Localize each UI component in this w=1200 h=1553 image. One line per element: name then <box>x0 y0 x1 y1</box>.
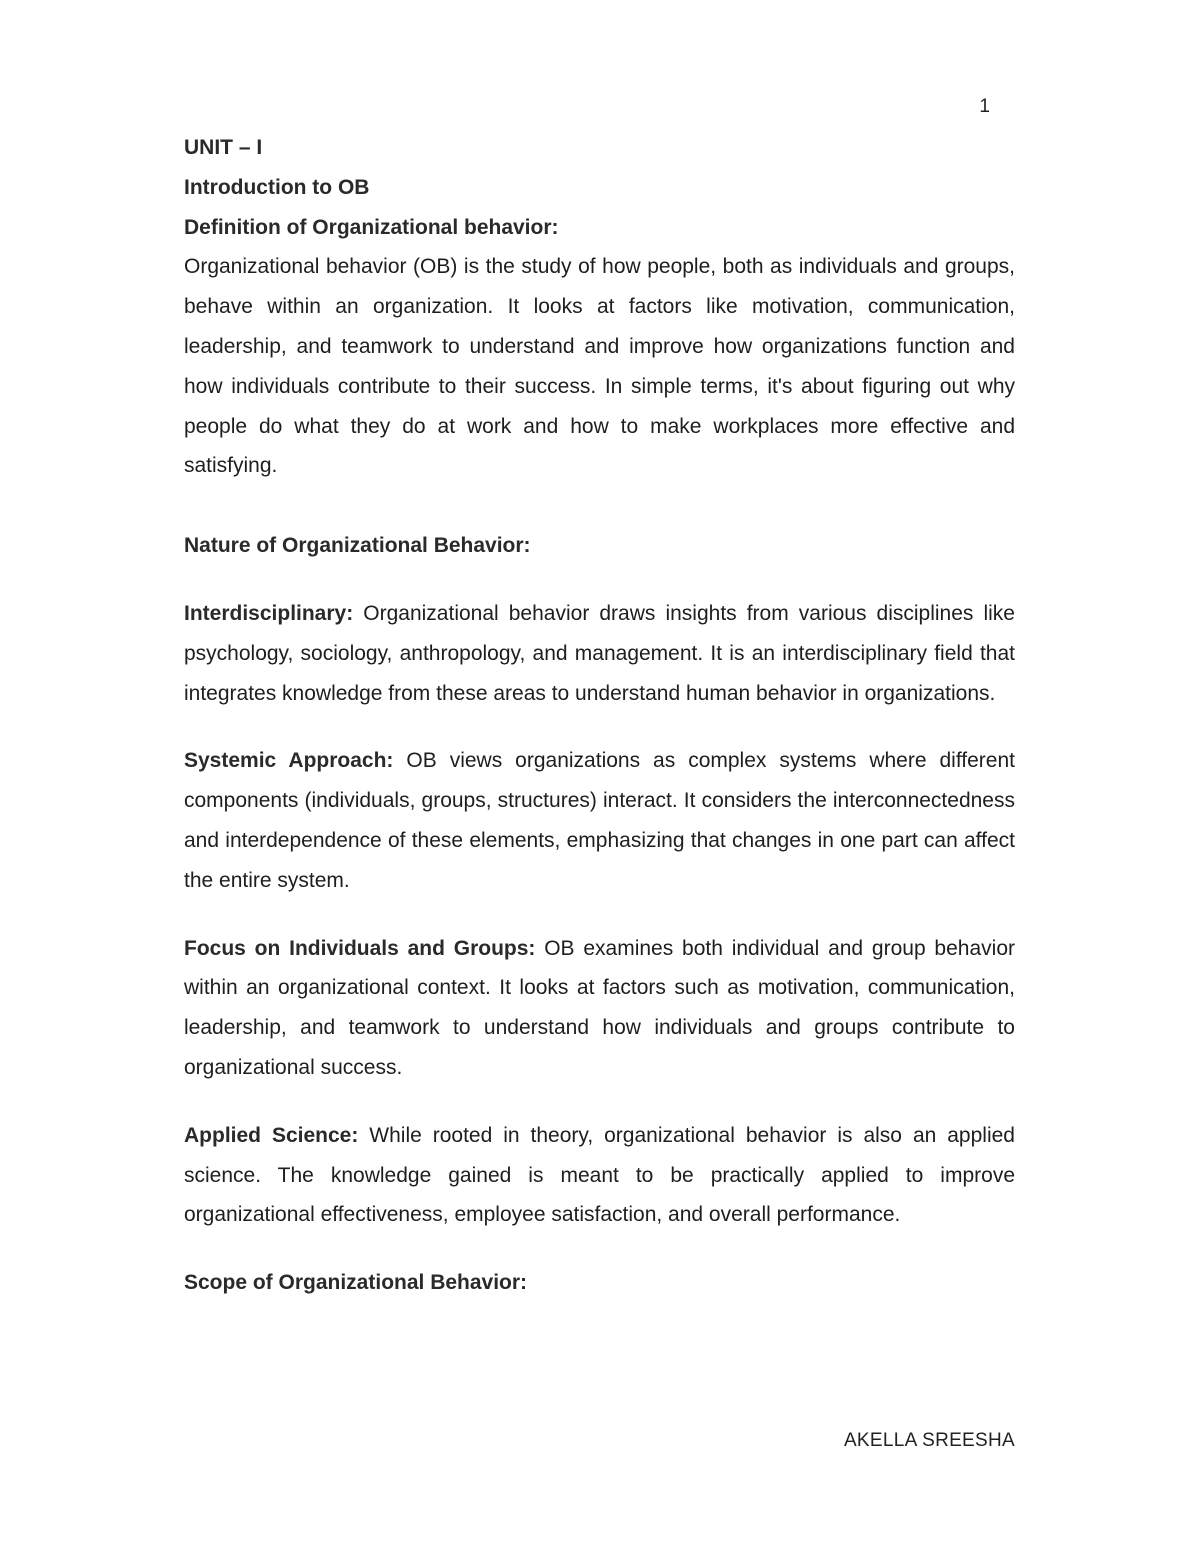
nature-item-text: While rooted in theory, organizational behavior is also an applied science. The knowledge gained is meant to be practically applied to improve organizational effectiveness, employee satisfaction, and overall performance. <box>184 1123 1015 1227</box>
nature-item-interdisciplinary <box>184 594 1015 713</box>
nature-item-term: Focus on Individuals and Groups: <box>184 936 536 960</box>
page-content <box>184 128 1015 1303</box>
nature-item-text: Organizational behavior draws insights from various disciplines like psychology, sociology, anthropology, and management. It is an interdisciplinary field that integrates knowledge from these areas to understand human behavior in organizations. <box>184 601 1015 705</box>
nature-item-applied-science <box>184 1116 1015 1235</box>
nature-item-text: OB views organizations as complex systems where different components (individuals, groups, structures) interact. It considers the interconnectedness and interdependence of these elements, emphasizing that changes in one part can affect the entire system. <box>184 749 1015 892</box>
nature-heading: Nature of Organizational Behavior: <box>184 534 531 558</box>
nature-item-focus-individuals-groups <box>184 929 1015 1088</box>
definition-paragraph: Organizational behavior (OB) is the study of how people, both as individuals and groups, behave within an organization. It looks at factors like motivation, communication, leadership, and teamwork to understand and improve how organizations function and how individuals contribute to their success. In simple terms, it's about figuring out why people do what they do at work and how to make workplaces more effective and satisfying. <box>184 255 1015 478</box>
definition-heading: Definition of Organizational behavior: <box>184 215 559 239</box>
nature-item-term: Systemic Approach: <box>184 749 394 773</box>
footer-author: AKELLA SREESHA <box>843 1430 1015 1451</box>
nature-item-term: Interdisciplinary: <box>184 601 354 625</box>
nature-item-systemic-approach <box>184 741 1015 900</box>
nature-item-term: Applied Science: <box>184 1123 359 1147</box>
scope-heading: Scope of Organizational Behavior: <box>184 1271 528 1295</box>
unit-title: UNIT – I <box>184 136 263 159</box>
nature-item-text: OB examines both individual and group behavior within an organizational context. It looks at factors such as motivation, communication, leadership, and teamwork to understand how individuals and groups contribute to organizational success. <box>184 936 1015 1079</box>
page-number: 1 <box>979 96 990 117</box>
intro-title: Introduction to OB <box>184 175 370 199</box>
